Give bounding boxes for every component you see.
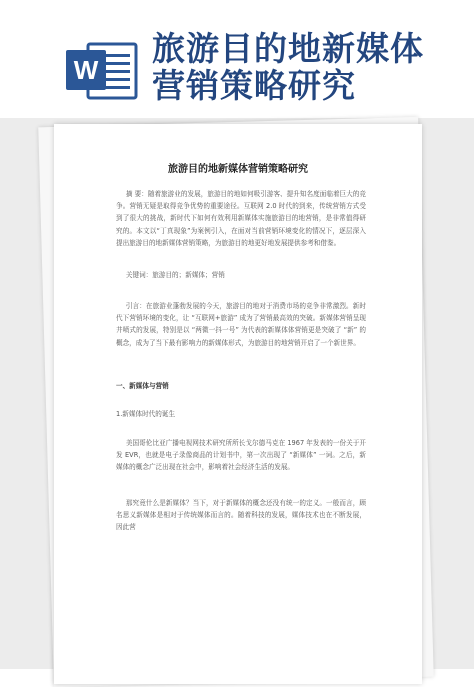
subsection-heading-1: 1.新媒体时代的诞生	[116, 410, 176, 418]
banner-title-line-2: 营销策略研究	[152, 66, 356, 105]
document-page	[54, 124, 422, 684]
intro-text: 引言：在旅游业蓬勃发展的今天，旅游目的地对于消费市场的竞争非常激烈。新时代下营销环境的变化，让 “互联网+旅游” 成为了营销最高效的突破。新媒体营销呈现井喷式的发展，特别是以 “两微一抖一号” 为代表的新媒体体营销更是突破了 “新” 的概念，成为了当下最有影响力的新媒体形式，为旅游目的地营销开启了一个新世界。	[116, 302, 366, 347]
banner-title-line-1: 旅游目的地新媒体	[152, 29, 424, 68]
abstract-text: 摘 要：随着旅游业的发展，旅游目的地如何吸引游客、提升知名度面临着巨大的竞争。营销无疑是取得竞争优势的重要途径。互联网 2.0 时代的到来，传统营销方式受到了很大的挑战，新时代下如何有效利用新媒体实施旅游目的地营销，是非常值得研究的。本文以“丁真现象”为案例引入，在面对当前营销环境变化的情况下，逐层深入提出旅游目的地新媒体营销策略，为旅游目的地更好地发展提供参考和借鉴。	[116, 190, 366, 247]
body-paragraph-1	[116, 437, 366, 474]
abstract-paragraph	[116, 188, 366, 249]
keywords-line	[116, 269, 366, 281]
document-title: 旅游目的地新媒体营销策略研究	[168, 164, 308, 175]
keywords-text: 关键词：旅游目的；新媒体；营销	[125, 271, 225, 279]
body-paragraph-2	[116, 497, 366, 534]
body-paragraph-1-text: 美国哥伦比亚广播电视网技术研究所所长戈尔德马克在 1967 年发表的一份关于开发 EVR，也就是电子录像商品的计划书中，第一次出现了 “新媒体” 一词。之后，新媒体的概念广泛出现在社会中，影响着社会经济生活的发展。	[116, 439, 366, 472]
svg-text:W: W	[73, 55, 99, 85]
word-document-icon	[66, 40, 140, 102]
banner	[0, 0, 474, 118]
section-heading-1: 一、新媒体与营销	[116, 382, 169, 390]
intro-paragraph	[116, 300, 366, 349]
banner-title	[152, 30, 462, 104]
body-paragraph-2-text: 那究竟什么是新媒体？当下，对于新媒体的概念还没有统一的定义。一般而言，顾名思义新媒体是相对于传统媒体而言的。随着科技的发展，媒体技术也在不断发展，因此营	[116, 499, 366, 532]
